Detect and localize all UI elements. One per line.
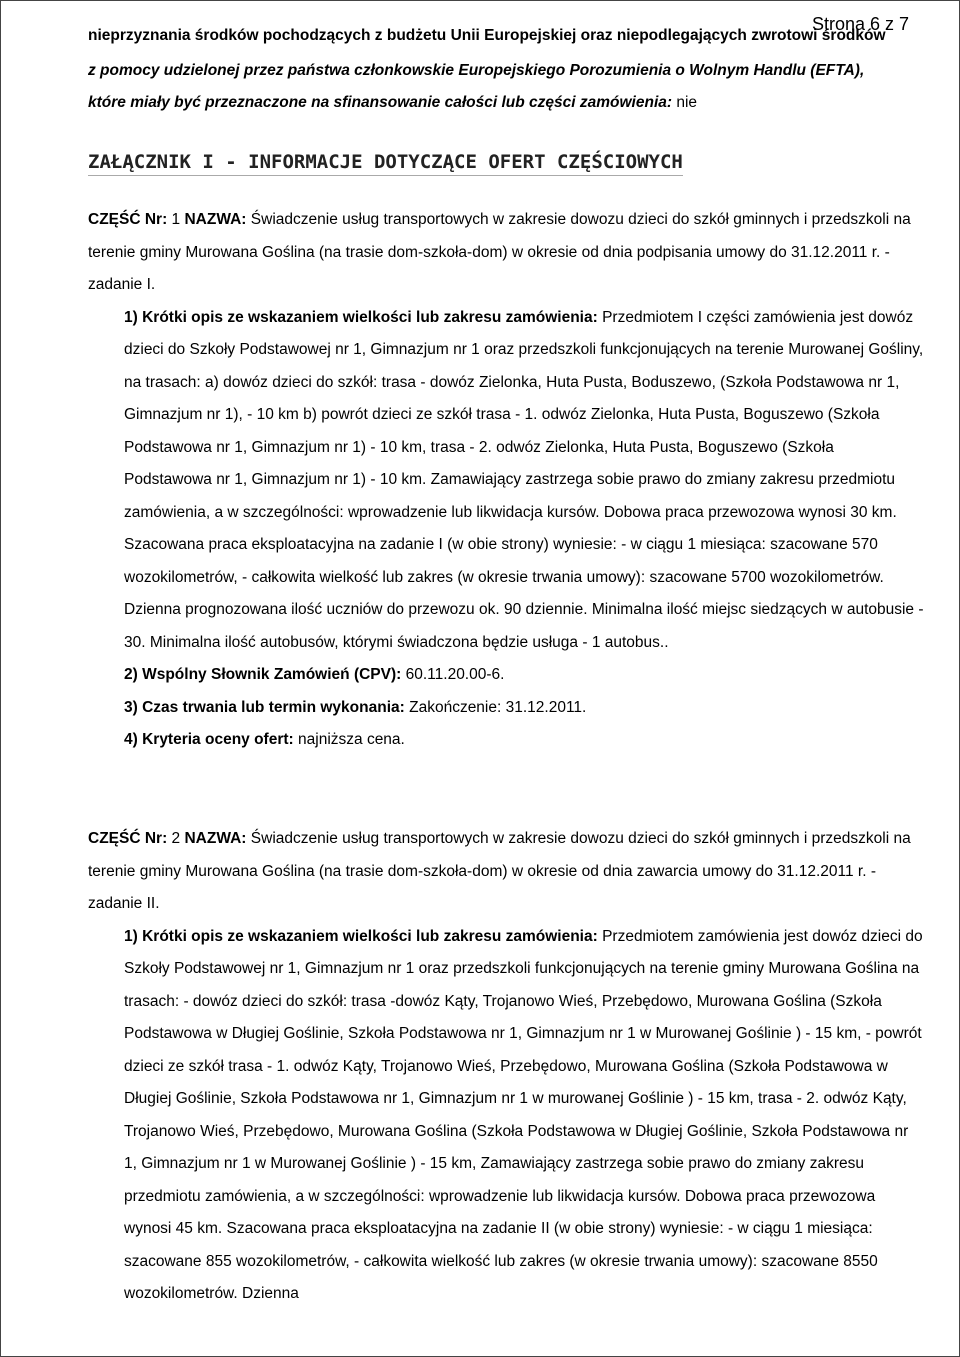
part-2-desc-value: Przedmiotem zamówienia jest dowóz dzieci do Szkoły Podstawowej nr 1, Gimnazjum nr 1 oraz przedszkoli funkcjonujących na terenie gminy Murowana Goślina na trasach: - dowóz dzieci do szkół: trasa -dowóz Kąty, Trojanowo Wieś, Przebędowo, Murowana Goślina (Szkoła Podstawowa w Długiej Goślinie, Szkoła Podstawowa nr 1, Gimnazjum nr 1 w Murowanej Goślinie ) - 15 km, - powrót dzieci ze szkół trasa - 1. odwóz Kąty, Trojanowo Wieś, Przebędowo, Murowana Goślina (Szkoła Podstawowa w Długiej Goślinie, Szkoła Podstawowa nr 1, Gimnazjum nr 1 w murowanej Goślinie ) - 15 km, trasa - 2. odwóz Kąty, Trojanowo Wieś, Przebędowo, Murowana Goślina (Szkoła Podstawowa w Długiej Goślinie, Szkoła Podstawowa nr 1, Gimnazjum nr 1 w Murowanej Goślinie ) - 15 km, Zamawiający zastrzega sobie prawo do zmiany zakresu przedmiotu zamówienia, a w szczególności: wprowadzenie lub likwidacja kursów. Dobowa praca przewozowa wynosi 45 km. Szacowana praca eksploatacyjna na zadanie II (w obie strony) wyniesie: - w ciągu 1 miesiąca: szacowane 855 wozokilometrów, - całkowita wielkość lub zakres (w okresie trwania umowy): szacowane 8550 wozokilometrów. Dzienna <box>124 927 923 1302</box>
part-1-name-label: NAZWA: <box>184 211 247 228</box>
part-1-title <box>88 204 928 302</box>
part-1-body <box>124 302 924 757</box>
part-1-criteria <box>124 724 924 757</box>
annex-title: ZAŁĄCZNIK I - INFORMACJE DOTYCZĄCE OFERT CZĘŚCIOWYCH <box>88 151 683 176</box>
part-1-duration <box>124 692 924 725</box>
part-2-description <box>124 921 924 1311</box>
part-1-name-value: Świadczenie usług transportowych w zakresie dowozu dzieci do szkół gminnych i przedszkoli na terenie gminy Murowana Goślina (na trasie dom-szkoła-dom) w okresie od dnia podpisania umowy do 31.12.2011 r. - zadanie I. <box>88 211 911 293</box>
part-2-number: 2 <box>171 830 181 847</box>
part-1-section <box>88 204 928 757</box>
part-1-criteria-value: najniższa cena. <box>298 731 405 748</box>
header-line-3 <box>88 94 697 112</box>
part-2-title <box>88 823 928 921</box>
part-2-desc-label: 1) Krótki opis ze wskazaniem wielkości lub zakresu zamówienia: <box>124 927 598 945</box>
part-1-cpv <box>124 659 924 692</box>
part-1-label: CZĘŚĆ Nr: <box>88 211 168 228</box>
page-number: Strona 6 z 7 <box>812 14 910 34</box>
part-1-desc-value: Przedmiotem I części zamówienia jest dowóz dzieci do Szkoły Podstawowej nr 1, Gimnazjum nr 1 oraz przedszkoli funkcjonujących na terenie Murowanej Gośliny, na trasach: a) dowóz dzieci do szkół: trasa - dowóz Zielonka, Huta Pusta, Boduszewo, (Szkoła Podstawowa nr 1, Gimnazjum nr 1), - 10 km b) powrót dzieci ze szkół trasa - 1. odwóz Zielonka, Huta Pusta, Boguszewo (Szkoła Podstawowa nr 1, Gimnazjum nr 1) - 10 km, trasa - 2. odwóz Zielonka, Huta Pusta, Boguszewo (Szkoła Podstawowa nr 1, Gimnazjum nr 1) - 10 km. Zamawiający zastrzega sobie prawo do zmiany zakresu przedmiotu zamówienia, a w szczególności: wprowadzenie lub likwidacja kursów. Dobowa praca przewozowa wynosi 30 km. Szacowana praca eksploatacyjna na zadanie I (w obie strony) wyniesie: - w ciągu 1 miesiąca: szacowane 570 wozokilometrów, - całkowita wielkość lub zakres (w okresie trwania umowy): szacowane 5700 wozokilometrów. Dzienna prognozowana ilość uczniów do przewozu ok. 90 dziennie. Minimalna ilość miejsc siedzących w autobusie - 30. Minimalna ilość autobusów, którymi świadczona będzie usługa - 1 autobus.. <box>124 308 924 651</box>
part-1-criteria-label: 4) Kryteria oceny ofert: <box>124 731 294 748</box>
part-2-name-value: Świadczenie usług transportowych w zakresie dowozu dzieci do szkół gminnych i przedszkoli na terenie gminy Murowana Goślina (na trasie dom-szkoła-dom) w okresie od dnia zawarcia umowy do 31.12.2011 r. - zadanie II. <box>88 830 911 912</box>
part-1-cpv-label: 2) Wspólny Słownik Zamówień (CPV): <box>124 666 402 683</box>
part-2-name-label: NAZWA: <box>184 830 247 847</box>
header-line-1: nieprzyznania środków pochodzących z budżetu Unii Europejskiej oraz niepodlegających zwrotowi środków <box>88 27 886 44</box>
part-2-section <box>88 823 928 1311</box>
part-1-cpv-value: 60.11.20.00-6. <box>405 666 505 683</box>
part-1-description <box>124 302 924 660</box>
part-1-time-label: 3) Czas trwania lub termin wykonania: <box>124 698 405 716</box>
header-line-2: z pomocy udzielonej przez państwa członkowskie Europejskiego Porozumienia o Wolnym Handlu (EFTA), <box>88 62 865 79</box>
part-1-time-value: Zakończenie: 31.12.2011. <box>409 698 587 716</box>
header-line-3-label: które miały być przeznaczone na sfinansowanie całości lub części zamówienia: <box>88 94 673 111</box>
part-2-body <box>124 921 924 1311</box>
part-1-desc-label: 1) Krótki opis ze wskazaniem wielkości lub zakresu zamówienia: <box>124 308 598 326</box>
part-2-label: CZĘŚĆ Nr: <box>88 830 168 847</box>
part-1-number: 1 <box>171 211 181 228</box>
header-line-3-value: nie <box>676 94 698 111</box>
